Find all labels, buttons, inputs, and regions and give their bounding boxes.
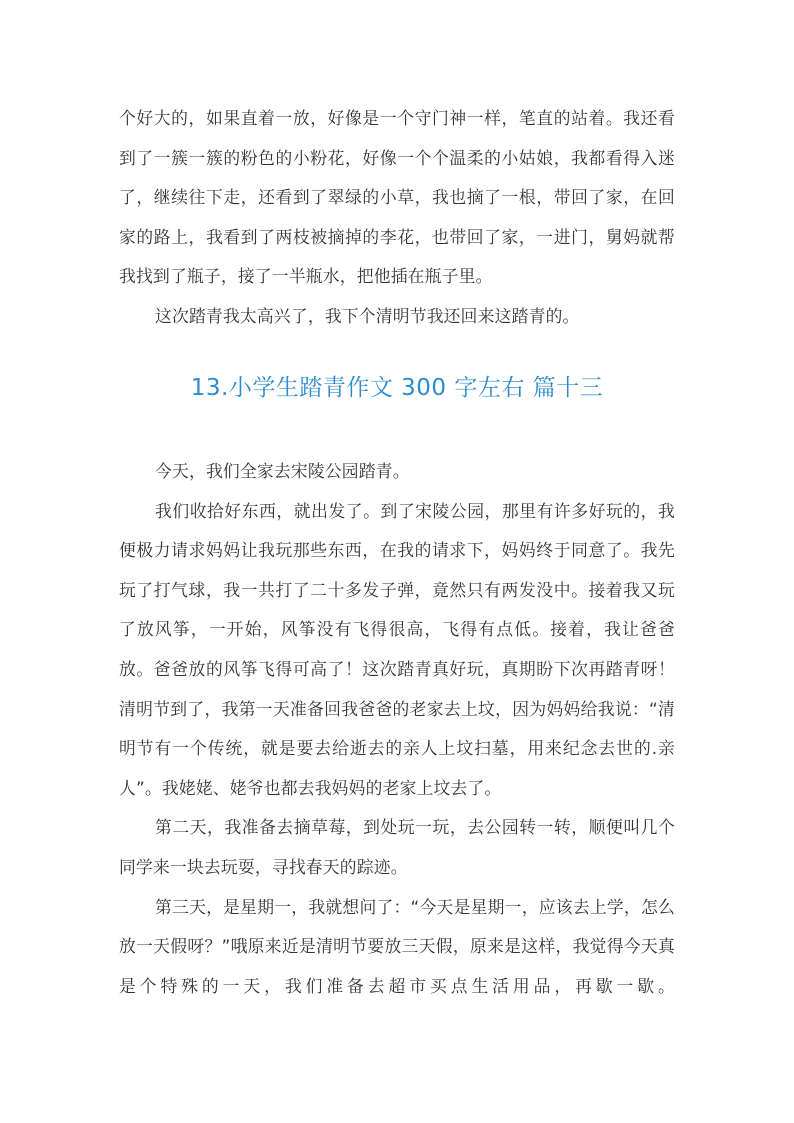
paragraph: 这次踏青我太高兴了，我下个清明节我还回来这踏青的。 — [155, 305, 580, 326]
paragraph: 第二天，我准备去摘草莓，到处玩一玩，去公园转一转，顺便叫几个同学来一块去玩耍，寻找春天的踪迹。 — [119, 817, 675, 877]
essay-text — [119, 452, 675, 1006]
paragraph: 个好大的，如果直着一放，好像是一个守门神一样，笔直的站着。我还看到了一簇一簇的粉色的小粉花，好像一个个温柔的小姑娘，我都看得入迷了，继续往下走，还看到了翠绿的小草，我也摘了一根，带回了家，在回家的路上，我看到了两枝被摘掉的李花，也带回了家，一进门，舅妈就帮我找到了瓶子，接了一半瓶水，把他插在瓶子里。 — [119, 108, 675, 287]
continued-essay-text — [119, 99, 675, 337]
paragraph: 第三天，是星期一，我就想问了：“今天是星期一，应该去上学，怎么放一天假呀？”哦原来近是清明节要放三天假，原来是这样，我觉得今天真是个特殊的一天，我们准备去超市买点生活用品，再歇一歇。 — [119, 896, 675, 996]
paragraph: 我们收拾好东西，就出发了。到了宋陵公园，那里有许多好玩的，我便极力请求妈妈让我玩那些东西，在我的请求下，妈妈终于同意了。我先玩了打气球，我一共打了二十多发子弹，竟然只有两发没中。接着我又玩了放风筝，一开始，风筝没有飞得很高，飞得有点低。接着，我让爸爸放。爸爸放的风筝飞得可高了！这次踏青真好玩，真期盼下次再踏青呀！清明节到了，我第一天准备回我爸爸的老家去上坟，因为妈妈给我说：“清明节有一个传统，就是要去给逝去的亲人上坟扫墓，用来纪念去世的.亲人”。我姥姥、姥爷也都去我妈妈的老家上坟去了。 — [119, 500, 675, 798]
section-title: 13.小学生踏青作文 300 字左右 篇十三 — [190, 375, 604, 401]
paragraph: 今天，我们全家去宋陵公园踏青。 — [155, 461, 410, 481]
